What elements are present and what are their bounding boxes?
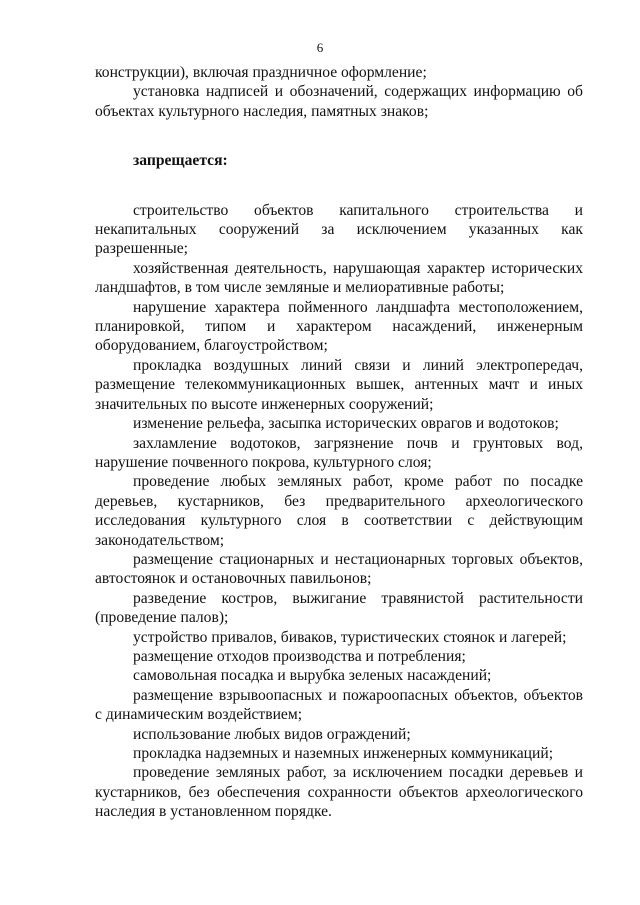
list-item: прокладка надземных и наземных инженерных коммуникаций; [133,745,554,762]
list-item: хозяйственная деятельность, нарушающая характер исторических ландшафтов, в том числе земляные и мелиоративные работы; [95,259,583,297]
page-number: 6 [316,40,324,55]
list-item: размещение стационарных и нестационарных торговых объектов, автостоянок и остановочных павильонов; [95,550,583,588]
list-item: захламление водотоков, загрязнение почв и грунтовых вод, нарушение почвенного покрова, культурного слоя; [95,434,583,471]
list-item: использование любых видов ограждений; [133,725,411,743]
list-item: прокладка воздушных линий связи и линий электропередач, размещение телекоммуникационных вышек, антенных мачт и иных значительных по высоте инженерных сооружений; [95,356,583,413]
list-item: размещение взрывоопасных и пожароопасных объектов, объектов с динамическим воздействием; [95,686,583,724]
list-item: размещение отходов производства и потребления; [133,647,466,665]
section-heading: запрещается: [133,152,228,170]
list-item: изменение рельефа, засыпка исторических оврагов и водотоков; [133,415,559,433]
list-item: самовольная посадка и вырубка зеленых насаждений; [133,667,492,685]
list-item: нарушение характера пойменного ландшафта местоположением, планировкой, типом и характером насаждений, инженерным оборудованием, благоустройством; [95,298,583,355]
intro-paragraph: установка надписей и обозначений, содержащих информацию об объектах культурного наследия, памятных знаков; [95,83,583,120]
list-item: разведение костров, выжигание травянистой растительности (проведение палов); [95,589,583,627]
list-item: устройство привалов, биваков, туристических стоянок и лагерей; [133,628,567,646]
list-item: проведение любых земляных работ, кроме работ по посадке деревьев, кустарников, без предварительного археологического исследования культурного слоя в соответствии с действующим законодательством; [95,473,583,549]
list-item: строительство объектов капитального строительства и некапитальных сооружений за исключением указанных как разрешенные; [95,201,583,258]
document-body [95,63,583,822]
intro-paragraph: конструкции), включая праздничное оформление; [95,64,427,81]
list-item: проведение земляных работ, за исключением посадки деревьев и кустарников, без обеспечения сохранности объектов археологического наследия в установленном порядке. [95,764,583,821]
